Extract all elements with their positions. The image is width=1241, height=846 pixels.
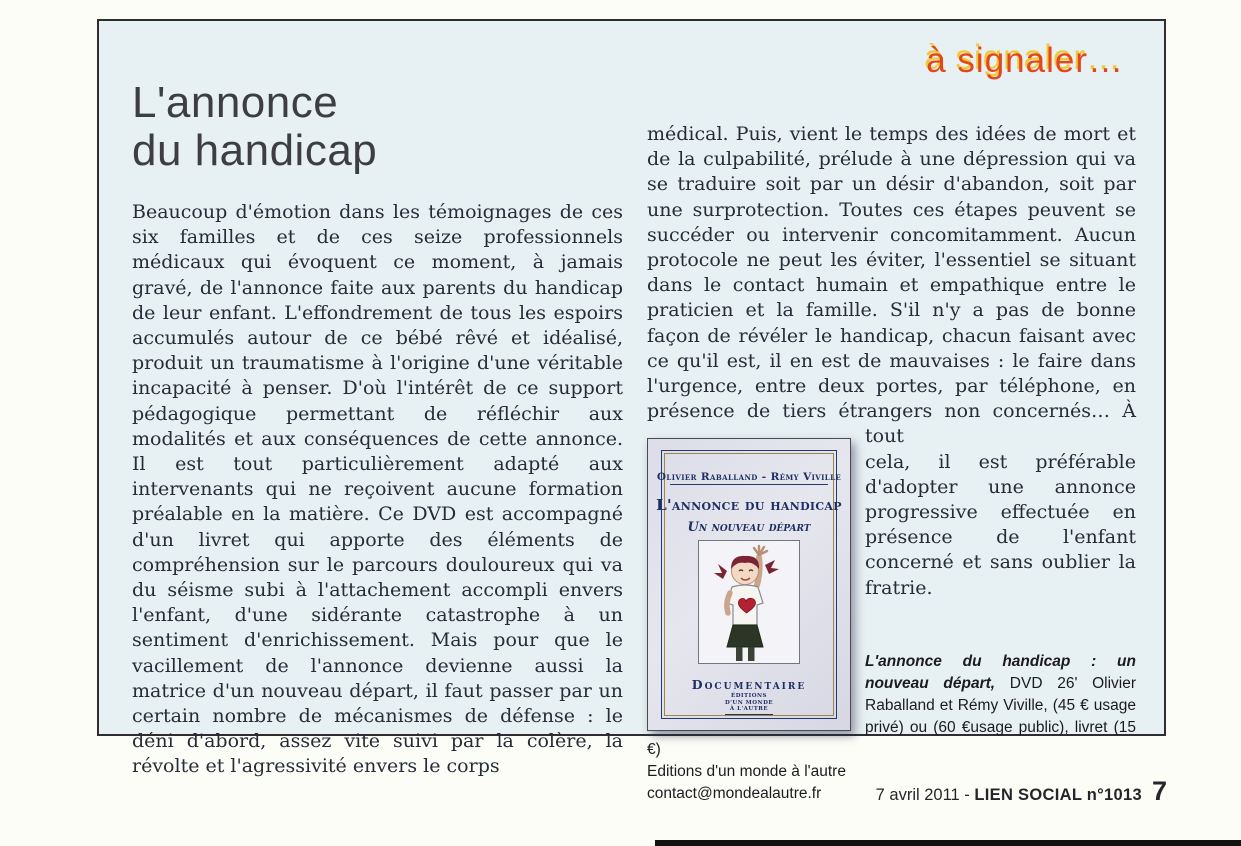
caption-contact: contact@mondealautre.fr: [647, 784, 822, 802]
caption-body: DVD 26' Olivier Raballand et Rémy Viville, (45 € usage privé) ou (60 €usage public), livret (15 €): [647, 674, 1137, 758]
dvd-publisher-line3: À L'AUTRE: [729, 706, 769, 713]
dvd-publisher-logo: [648, 693, 850, 715]
article-title-line1: L'annonce: [132, 78, 339, 127]
footer-date: 7 avril 2011 -: [875, 786, 975, 804]
dvd-publisher-line2: D'UN MONDE: [724, 699, 774, 706]
dvd-genre: Documentaire: [691, 677, 807, 693]
scan-artifact-bar: [655, 840, 1241, 846]
right-column-text: médical. Puis, vient le temps des idées de mort et de la culpabilité, prélude à une dépression qui va se traduire soit par un désir d'abandon, soit par une surprotection. Toutes ces étapes peuvent se succéder ou intervenir concomitamment. Aucun protocole ne peut les éviter, l'essentiel se situant dans le contact humain et empathique entre le praticien et la famille. S'il n'y a pas de bonne façon de révéler le handicap, chacun faisant avec ce qu'il est, il en est de mauvaises : le faire dans l'urgence, entre deux portes, par téléphone, en présence de tiers étrangers non concernés… À tout: [647, 123, 1136, 448]
article-title-line2: du handicap: [132, 126, 378, 175]
article-title: [132, 79, 377, 175]
dvd-title: L'annonce du handicap: [656, 496, 842, 515]
caption-publisher: Editions d'un monde à l'autre: [647, 762, 846, 780]
girl-illustration: [699, 541, 799, 663]
dvd-cover-illustration: [698, 540, 800, 664]
dvd-cover: [647, 438, 851, 731]
right-column-wrap-text: cela, il est préférable d'adopter une annonce progressive effectuée en présence de l'enfant concerné et sans oublier la fratrie.: [865, 450, 1136, 599]
dvd-publisher-line1: ÉDITIONS: [731, 693, 767, 700]
dvd-authors: Olivier Raballand - Rémy Viville: [656, 471, 842, 484]
right-column: [647, 122, 1136, 805]
caption-lead: L'annonce du handicap : un nouveau départ,: [865, 652, 1136, 692]
dvd-rule: [670, 484, 828, 485]
dvd-cover-photo: [647, 438, 851, 731]
section-flag: à signaler…: [926, 41, 1124, 80]
dvd-subtitle: Un nouveau départ: [687, 520, 811, 536]
footer-magazine: LIEN SOCIAL n°1013: [974, 786, 1142, 804]
page-footer: [876, 776, 1167, 807]
left-column-text: Beaucoup d'émotion dans les témoignages de ces six familles et de ces seize professionnels médicaux qui évoquent ce moment, à jamais gravé, de l'annonce faite aux parents du handicap de leur enfant. L'effondrement de tous les espoirs accumulés autour de ce bébé rêvé et idéalisé, produit un traumatisme à l'origine d'une véritable incapacité à penser. D'où l'intérêt de ce support pédagogique permettant de réfléchir aux modalités et aux conséquences de cette annonce. Il est tout particulièrement adapté aux intervenants qui ne reçoivent aucune formation préalable en la matière. Ce DVD est accompagné d'un livret qui apporte des éléments de compréhension sur le parcours douloureux qui va du séisme subi à l'attachement accompli envers l'enfant, d'une sidérante catastrophe à un sentiment d'enrichissement. Mais pour que le vacillement de l'annonce devienne aussi la matrice d'un nouveau départ, il faut passer par un certain nombre de mécanismes de défense : le déni d'abord, assez vite suivi par la colère, la révolte et l'agressivité envers le corps: [132, 201, 623, 778]
footer-page-number: 7: [1151, 776, 1167, 806]
